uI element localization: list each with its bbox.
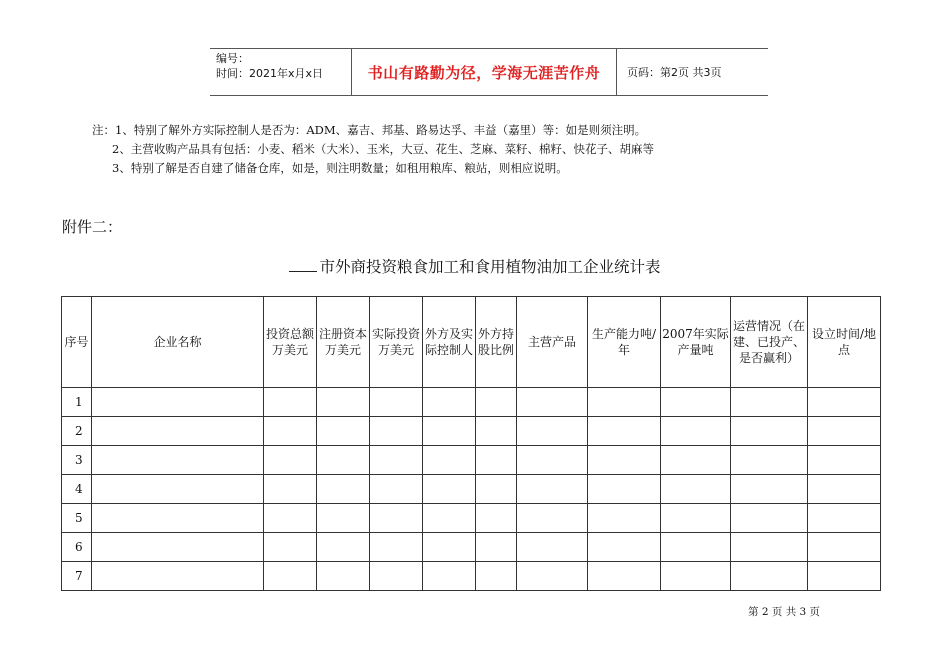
- note-line: 注：1、特别了解外方实际控制人是否为：ADM、嘉吉、邦基、路易达孚、丰益（嘉里）等：如是则须注明。: [92, 123, 647, 137]
- table-cell: [92, 388, 264, 417]
- table-cell: [517, 504, 588, 533]
- table-cell: [731, 562, 808, 591]
- table-cell: [808, 475, 881, 504]
- table-cell: [476, 533, 517, 562]
- table-cell: [661, 446, 731, 475]
- table-cell: [317, 533, 370, 562]
- table-row: [62, 504, 881, 533]
- table-cell: [92, 562, 264, 591]
- column-header: 实际投资万美元: [370, 297, 423, 388]
- table-cell: [808, 417, 881, 446]
- table-cell: [92, 533, 264, 562]
- row-number: 5: [62, 504, 92, 533]
- table-cell: [517, 562, 588, 591]
- table-cell: [264, 475, 317, 504]
- header-meta: [210, 49, 352, 95]
- page-header: [210, 48, 768, 96]
- statistics-table: [61, 296, 881, 591]
- table-cell: [588, 504, 661, 533]
- column-header: 外方持股比例: [476, 297, 517, 388]
- table-row: [62, 475, 881, 504]
- row-number: 3: [62, 446, 92, 475]
- attachment-label: 附件二：: [62, 218, 123, 236]
- table-cell: [92, 446, 264, 475]
- table-cell: [661, 475, 731, 504]
- table-cell: [264, 504, 317, 533]
- table-cell: [808, 533, 881, 562]
- title-text: 市外商投资粮食加工和食用植物油加工企业统计表: [319, 258, 661, 276]
- table-cell: [370, 388, 423, 417]
- table-row: [62, 417, 881, 446]
- notes: [92, 121, 654, 178]
- table-cell: [317, 388, 370, 417]
- table-cell: [264, 446, 317, 475]
- table-cell: [476, 475, 517, 504]
- column-header: 投资总额万美元: [264, 297, 317, 388]
- table-cell: [317, 475, 370, 504]
- table-cell: [588, 562, 661, 591]
- column-header: 企业名称: [92, 297, 264, 388]
- table-cell: [370, 446, 423, 475]
- table-cell: [588, 446, 661, 475]
- table-cell: [423, 562, 476, 591]
- table-cell: [264, 533, 317, 562]
- table-cell: [370, 562, 423, 591]
- title-blank: [289, 271, 317, 272]
- motto: 书山有路勤为径，学海无涯苦作舟: [352, 49, 617, 95]
- time-label: 时间：2021年x月x日: [216, 67, 324, 80]
- table-cell: [476, 446, 517, 475]
- table-cell: [476, 417, 517, 446]
- table-cell: [423, 504, 476, 533]
- row-number: 4: [62, 475, 92, 504]
- row-number: 6: [62, 533, 92, 562]
- column-header: 外方及实际控制人: [423, 297, 476, 388]
- table-cell: [661, 504, 731, 533]
- table-cell: [317, 417, 370, 446]
- table-cell: [370, 533, 423, 562]
- table-cell: [317, 562, 370, 591]
- table-cell: [264, 417, 317, 446]
- column-header: 2007年实际产量吨: [661, 297, 731, 388]
- table-cell: [264, 562, 317, 591]
- note-line: 2、主营收购产品具有包括：小麦、稻米（大米）、玉米，大豆、花生、芝麻、菜籽、棉籽、快花子、胡麻等: [112, 142, 655, 156]
- table-title: [0, 255, 950, 277]
- table-cell: [661, 533, 731, 562]
- page-info: 页码：第2页 共3页: [627, 66, 722, 79]
- table-cell: [92, 417, 264, 446]
- table-cell: [661, 562, 731, 591]
- row-number: 7: [62, 562, 92, 591]
- table-cell: [808, 446, 881, 475]
- column-header: 注册资本万美元: [317, 297, 370, 388]
- table-cell: [588, 388, 661, 417]
- table-row: [62, 533, 881, 562]
- table-cell: [588, 475, 661, 504]
- table-header-row: [62, 297, 881, 388]
- table-cell: [370, 504, 423, 533]
- table-cell: [317, 446, 370, 475]
- table-cell: [423, 533, 476, 562]
- table-cell: [731, 533, 808, 562]
- table-cell: [423, 446, 476, 475]
- row-number: 1: [62, 388, 92, 417]
- row-number: 2: [62, 417, 92, 446]
- column-header: 序号: [62, 297, 92, 388]
- table-cell: [731, 504, 808, 533]
- table-cell: [317, 504, 370, 533]
- code-label: 编号：: [216, 52, 249, 65]
- table-cell: [588, 417, 661, 446]
- table-cell: [476, 388, 517, 417]
- table-cell: [588, 533, 661, 562]
- table-cell: [92, 504, 264, 533]
- table-cell: [808, 388, 881, 417]
- table-cell: [808, 562, 881, 591]
- table-cell: [423, 417, 476, 446]
- page-footer: 第 2 页 共 3 页: [748, 606, 821, 618]
- table-cell: [517, 475, 588, 504]
- table-cell: [731, 446, 808, 475]
- table-cell: [423, 475, 476, 504]
- table-cell: [731, 475, 808, 504]
- column-header: 主营产品: [517, 297, 588, 388]
- table-cell: [808, 504, 881, 533]
- table-cell: [423, 388, 476, 417]
- table-cell: [476, 504, 517, 533]
- note-line: 3、特别了解是否自建了储备仓库，如是，则注明数量；如租用粮库、粮站，则相应说明。: [112, 161, 568, 175]
- column-header: 运营情况（在建、已投产、是否赢利）: [731, 297, 808, 388]
- table-cell: [731, 417, 808, 446]
- table-cell: [517, 533, 588, 562]
- table-cell: [264, 388, 317, 417]
- table-cell: [517, 388, 588, 417]
- table-cell: [370, 475, 423, 504]
- table-cell: [476, 562, 517, 591]
- table-cell: [731, 388, 808, 417]
- table-row: [62, 446, 881, 475]
- column-header: 生产能力吨/年: [588, 297, 661, 388]
- table-cell: [370, 417, 423, 446]
- table-cell: [517, 417, 588, 446]
- table-cell: [517, 446, 588, 475]
- table-cell: [661, 388, 731, 417]
- table-row: [62, 388, 881, 417]
- table-cell: [661, 417, 731, 446]
- table-row: [62, 562, 881, 591]
- column-header: 设立时间/地点: [808, 297, 881, 388]
- table-cell: [92, 475, 264, 504]
